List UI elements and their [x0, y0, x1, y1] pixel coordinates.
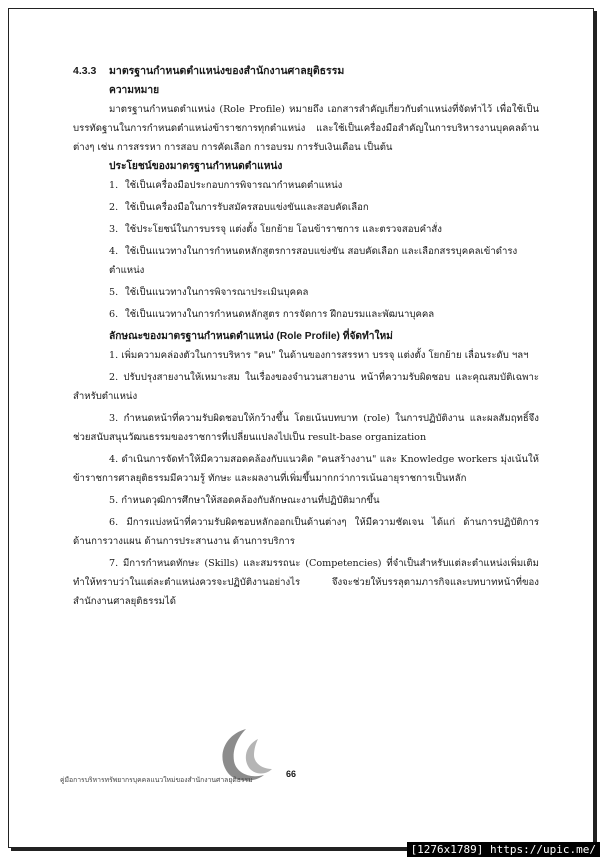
section-heading: [73, 62, 539, 81]
list-item: 6. มีการแบ่งหน้าที่ความรับผิดชอบหลักออกเป็นด้านต่างๆ ให้มีความชัดเจน ได้แก่ ด้านการปฏิบัติการ ด้านการวางแผน ด้านการประสานงาน ด้านการบริการ: [73, 517, 539, 547]
section-number: 4.3.3: [73, 65, 97, 77]
list-item: 2. ปรับปรุงสายงานให้เหมาะสม ในเรื่องของจำนวนสายงาน หน้าที่ความรับผิดชอบ และคุณสมบัติเฉพาะสำหรับตำแหน่ง: [73, 372, 539, 402]
list-item: 5. กำหนดวุฒิการศึกษาให้สอดคล้องกับลักษณะงานที่ปฏิบัติมากขึ้น: [109, 495, 380, 506]
benefits-heading: ประโยชน์ของมาตรฐานกำหนดตำแหน่ง: [109, 161, 283, 172]
watermark: [1276x1789] https://upic.me/: [407, 842, 600, 857]
meaning-paragraph: มาตรฐานกำหนดตำแหน่ง (Role Profile) หมายถึง เอกสารสำคัญเกี่ยวกับตำแหน่งที่จัดทำไว้ เพื่อใช้เป็นบรรทัดฐานในการกำหนดตำแหน่งข้าราชการทุกตำแหน่ง และใช้เป็นเครื่องมือสำคัญในการบริหารงานบุคคลด้านต่างๆ เช่น การสรรหา การสอบ การคัดเลือก การอบรม การรับเงินเดือน เป็นต้น: [73, 104, 539, 153]
list-item: 3. กำหนดหน้าที่ความรับผิดชอบให้กว้างขึ้น โดยเน้นบทบาท (role) ในการปฏิบัติงาน และผลสัมฤทธิ์จึงช่วยสนับสนุนวัฒนธรรมของราชการที่เปลี่ยนแปลงไปเป็น result-base organization: [73, 413, 539, 443]
list-item: 1. เพิ่มความคล่องตัวในการบริหาร "คน" ในด้านของการสรรหา บรรจุ แต่งตั้ง โยกย้าย เลื่อนระดับ ฯลฯ: [109, 350, 529, 361]
page-number: 66: [286, 769, 297, 779]
list-item: 6. ใช้เป็นแนวทางในการกำหนดหลักสูตร การจัดการ ฝึกอบรมและพัฒนาบุคคล: [109, 309, 435, 320]
list-item: 2. ใช้เป็นเครื่องมือในการรับสมัครสอบแข่งขันและสอบคัดเลือก: [109, 202, 369, 213]
section-title: มาตรฐานกำหนดตำแหน่งของสำนักงานศาลยุติธรรม: [109, 65, 345, 77]
footer-text: คู่มือการบริหารทรัพยากรบุคคลแนวใหม่ของสำนักงานศาลยุติธรรม: [60, 776, 253, 784]
benefits-list: [73, 176, 539, 324]
characteristics-heading: ลักษณะของมาตรฐานกำหนดตำแหน่ง (Role Profile) ที่จัดทำใหม่: [109, 331, 393, 342]
meaning-heading: ความหมาย: [109, 85, 160, 96]
page-footer: [60, 765, 540, 795]
characteristics-list: [73, 346, 539, 611]
document-body: [73, 62, 539, 614]
list-item: 7. มีการกำหนดทักษะ (Skills) และสมรรถนะ (Competencies) ที่จำเป็นสำหรับแต่ละตำแหน่งเพิ่มเติมทำให้ทราบว่าในแต่ละตำแหน่งควรจะปฏิบัติงานอย่างไร จึงจะช่วยให้บรรลุตามภารกิจและบทบาทหน้าที่ของสำนักงานศาลยุติธรรมได้: [73, 558, 539, 607]
list-item: 4. ดำเนินการจัดทำให้มีความสอดคล้องกับแนวคิด "คนสร้างงาน" และ Knowledge workers มุ่งเน้นให้ข้าราชการศาลยุติธรรมมีความรู้ ทักษะ และผลงานที่เพิ่มขึ้นมากกว่าการเน้นอายุราชการเป็นหลัก: [73, 454, 539, 484]
list-item: 1. ใช้เป็นเครื่องมือประกอบการพิจารณากำหนดตำแหน่ง: [109, 180, 343, 191]
list-item: 3. ใช้ประโยชน์ในการบรรจุ แต่งตั้ง โยกย้าย โอนข้าราชการ และตรวจสอบคำสั่ง: [109, 224, 442, 235]
list-item: 5. ใช้เป็นแนวทางในการพิจารณาประเมินบุคคล: [109, 287, 309, 298]
list-item: 4. ใช้เป็นแนวทางในการกำหนดหลักสูตรการสอบแข่งขัน สอบคัดเลือก และเลือกสรรบุคคลเข้าดำรงตำแหน่ง: [109, 246, 518, 276]
